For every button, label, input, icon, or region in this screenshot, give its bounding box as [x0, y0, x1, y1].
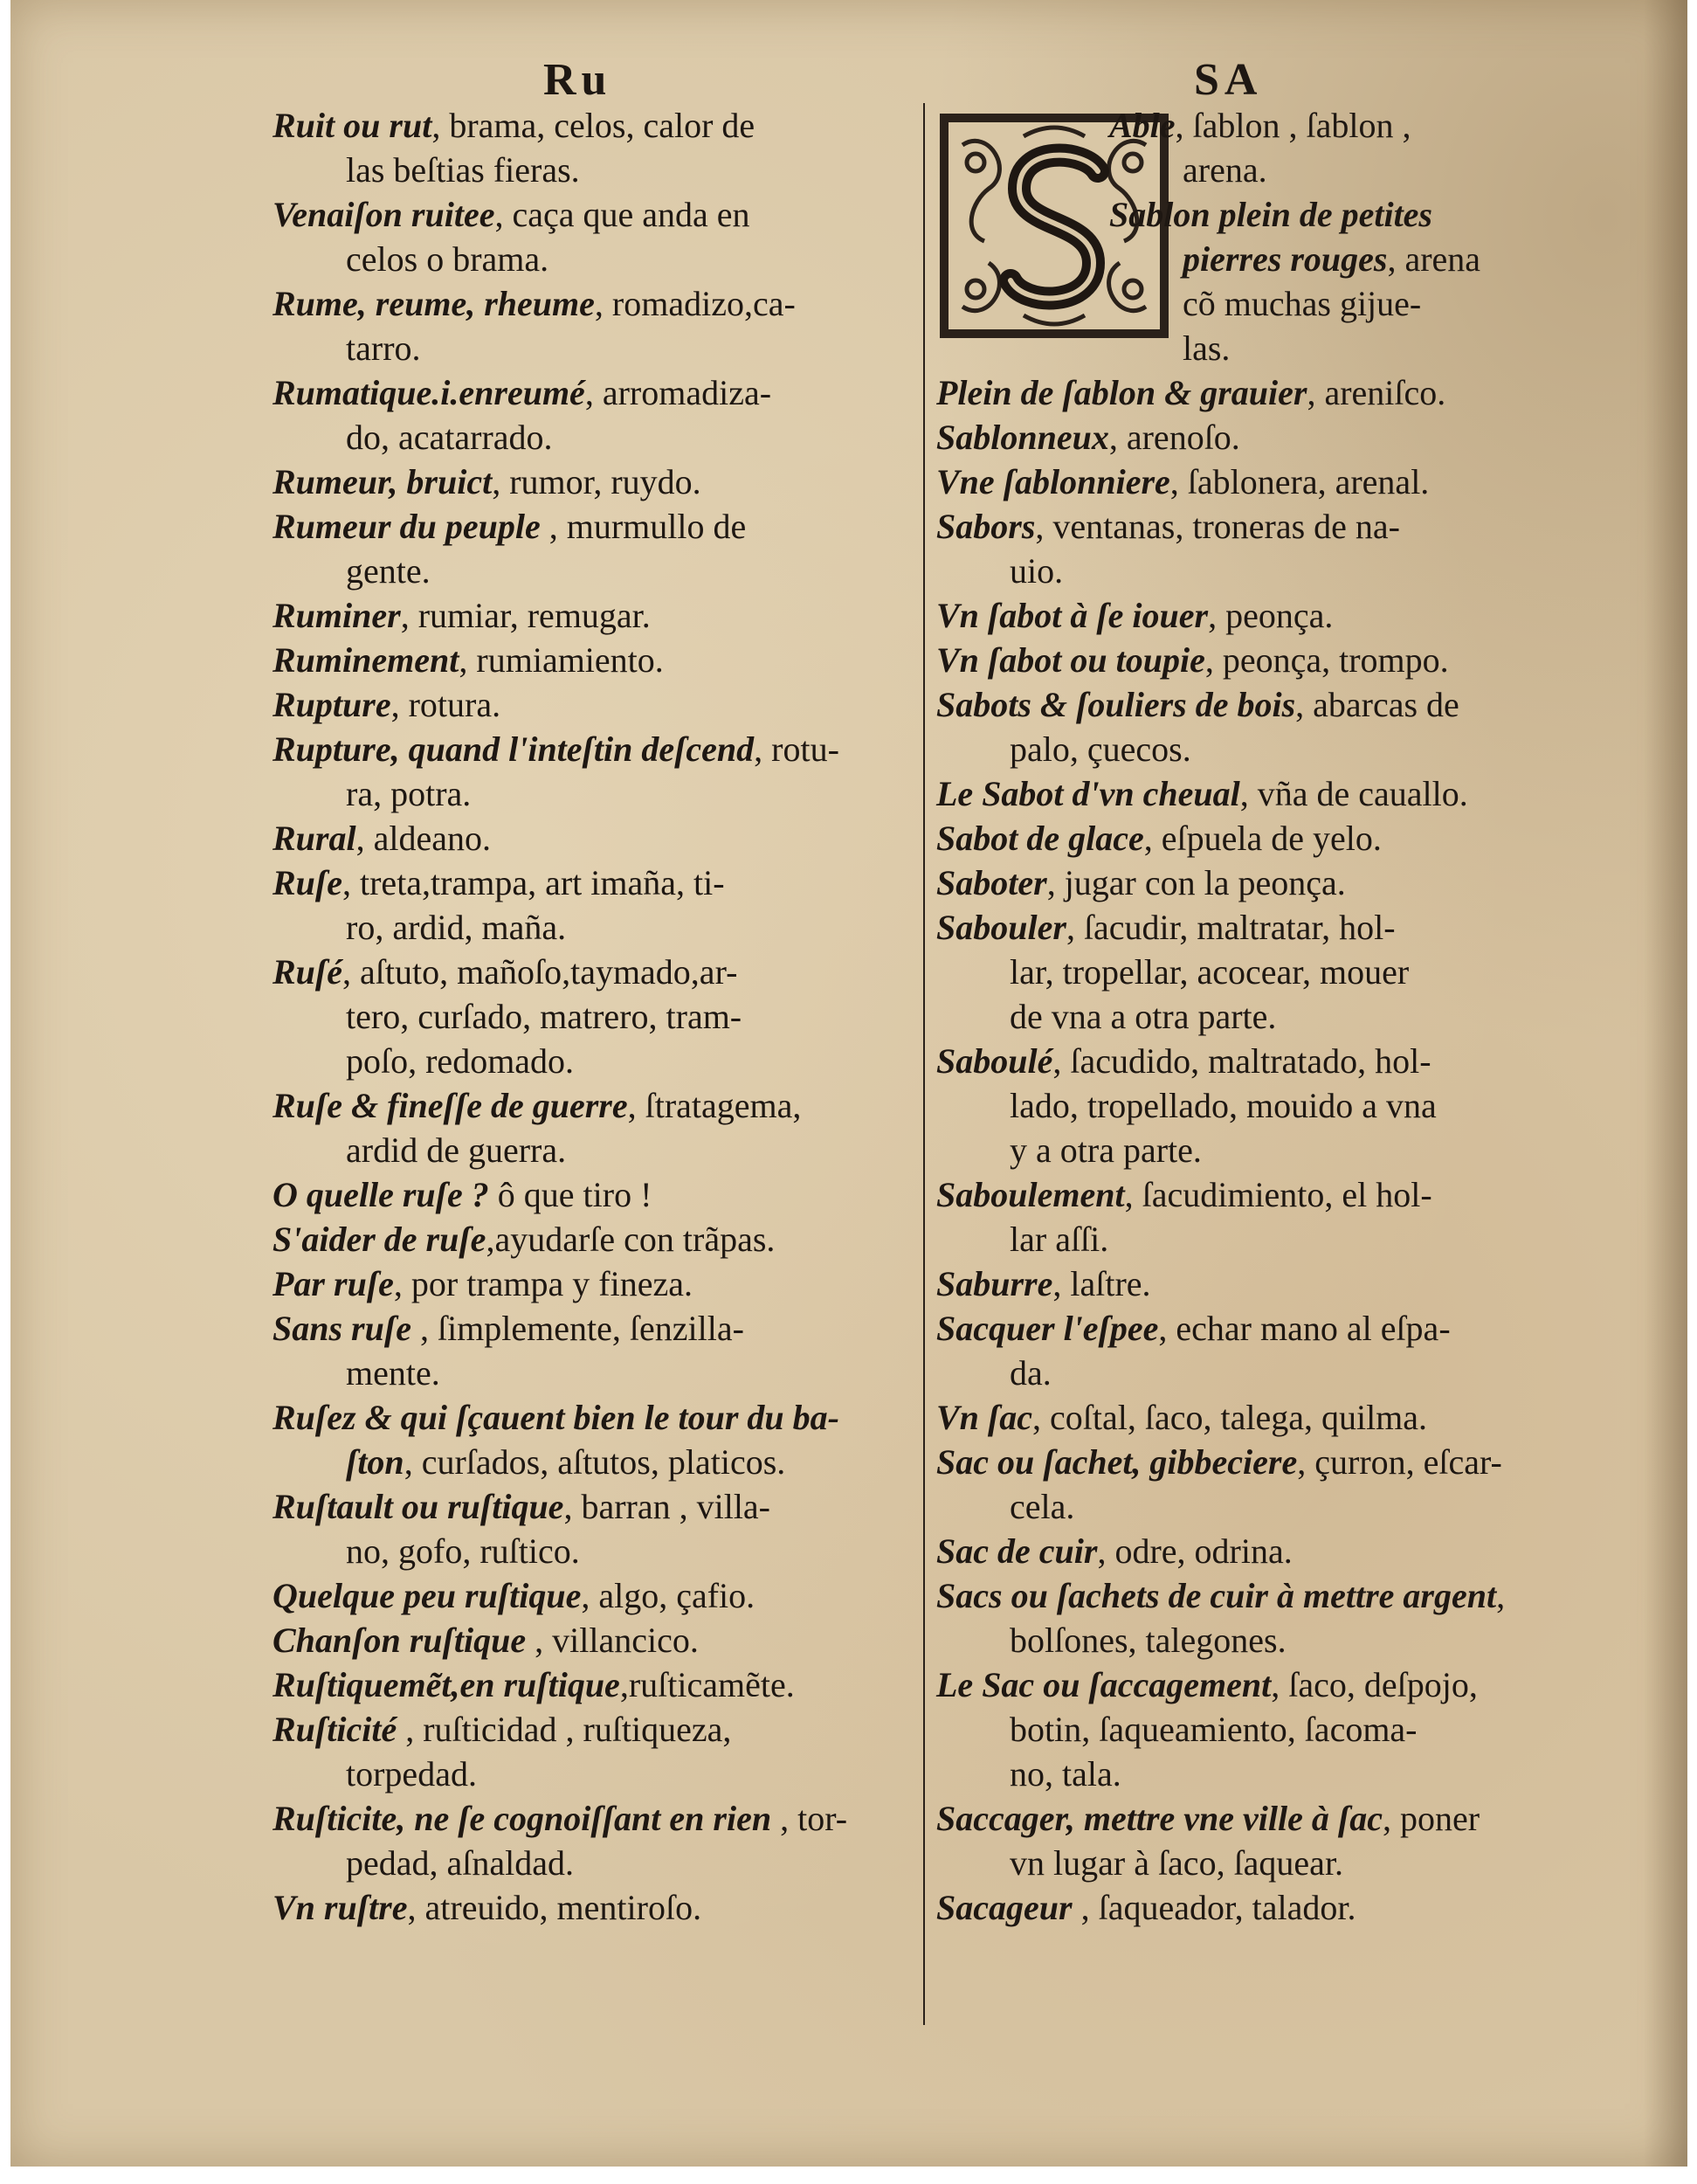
left-entry: [272, 1395, 914, 1484]
entry-gloss: , rotura.: [390, 685, 501, 724]
right-entry: [936, 1039, 1578, 1172]
running-head-left: Ru: [543, 55, 612, 105]
entry-headword: S'aider de ruſe: [272, 1220, 486, 1259]
entry-continuation: de vna a otra parte.: [1010, 997, 1277, 1036]
right-entry: [936, 1261, 1578, 1306]
left-entry: [272, 1083, 914, 1172]
page-edge-shadow: [1644, 0, 1687, 2167]
entry-continuation: bolſones, talegones.: [1010, 1621, 1287, 1660]
entry-headword: ſton: [346, 1442, 404, 1482]
right-entry: [936, 905, 1578, 1039]
entry-continuation: cõ muchas gijue-: [1183, 284, 1422, 323]
entry-headword: Par ruſe: [272, 1264, 394, 1303]
left-entry: [272, 1796, 914, 1885]
entry-headword: Sacageur: [936, 1888, 1073, 1927]
entry-continuation: celos o brama.: [346, 239, 549, 279]
entry-continuation: do, acatarrado.: [346, 418, 553, 457]
left-entry: [272, 460, 914, 504]
entry-gloss: , ſacudimiento, el hol-: [1124, 1175, 1432, 1214]
entry-continuation: no, tala.: [1010, 1754, 1121, 1794]
entry-continuation: mente.: [346, 1353, 440, 1393]
right-entry: [936, 1306, 1578, 1395]
entry-headword: Sablon plein de petites: [1109, 195, 1432, 234]
left-entry: [272, 727, 914, 816]
entry-gloss: , brama, celos, calor de: [431, 106, 755, 145]
entry-headword: O quelle ruſe ?: [272, 1175, 489, 1214]
entry-headword: Chanſon ruſtique: [272, 1621, 527, 1660]
entry-headword: Sac ou ſachet, gibbeciere: [936, 1442, 1298, 1482]
entry-gloss: , rumiar, remugar.: [400, 596, 651, 635]
right-entry: [936, 1529, 1578, 1573]
entry-headword: Sac de cuir: [936, 1531, 1098, 1571]
entry-gloss: , areniſco.: [1307, 373, 1446, 412]
entry-gloss: , por trampa y fineza.: [393, 1264, 693, 1303]
entry-gloss: , ventanas, troneras de na-: [1035, 507, 1400, 546]
entry-continuation: ardid de guerra.: [346, 1130, 567, 1170]
entry-headword: Able: [1109, 106, 1176, 145]
entry-continuation: y a otra parte.: [1010, 1130, 1202, 1170]
entry-gloss: , coſtal, ſaco, talega, quilma.: [1032, 1398, 1428, 1437]
entry-gloss: , ruſticidad , ruſtiqueza,: [397, 1710, 732, 1749]
left-entry: [272, 1573, 914, 1618]
entry-gloss: , ſtratagema,: [627, 1086, 802, 1125]
entry-gloss: , tor-: [771, 1799, 848, 1838]
entry-gloss: , ſacudir, maltratar, hol-: [1066, 908, 1396, 947]
left-entry: [272, 1707, 914, 1796]
entry-gloss: , atreuido, mentiroſo.: [407, 1888, 702, 1927]
right-entry: [936, 370, 1578, 415]
entry-headword: Quelque peu ruſtique: [272, 1576, 582, 1615]
entry-continuation: tarro.: [346, 328, 421, 368]
entry-continuation: las beſtias fieras.: [346, 150, 580, 190]
entry-headword: Rumeur du peuple: [272, 507, 541, 546]
entry-headword: Vn ſac: [936, 1398, 1032, 1437]
entry-headword: Ruſez & qui ſçauent bien le tour du ba-: [272, 1398, 839, 1437]
entry-headword: Sabots & ſouliers de bois: [936, 685, 1296, 724]
entry-gloss: , rotu-: [754, 729, 839, 769]
left-entry: [272, 1885, 914, 1930]
entry-continuation: arena.: [1183, 150, 1267, 190]
right-entry: [936, 1796, 1578, 1885]
left-entry: [272, 1261, 914, 1306]
left-entry: [272, 638, 914, 682]
entry-continuation: las.: [1183, 328, 1231, 368]
left-entry: [272, 370, 914, 460]
entry-gloss: , peonça.: [1208, 596, 1334, 635]
entry-gloss: , murmullo de: [540, 507, 747, 546]
entry-headword: Sacquer l'eſpee: [936, 1309, 1159, 1348]
entry-headword: Ruſe: [272, 863, 342, 902]
entry-headword: Sabors: [936, 507, 1036, 546]
entry-continuation: ro, ardid, maña.: [346, 908, 567, 947]
entry-headword: Le Sabot d'vn cheual: [936, 774, 1240, 813]
entry-headword: Ruſé: [272, 952, 342, 992]
entry-gloss: ,: [1496, 1576, 1506, 1615]
entry-gloss: , jugar con la peonça.: [1046, 863, 1346, 902]
entry-gloss: , ſacudido, maltratado, hol-: [1052, 1041, 1431, 1081]
book-page: [10, 0, 1687, 2167]
entry-gloss: , aldeano.: [355, 819, 491, 858]
entry-headword: Ruminer: [272, 596, 401, 635]
entry-headword: Vn ſabot à ſe iouer: [936, 596, 1209, 635]
right-entry: [936, 1395, 1578, 1440]
right-entry: [936, 638, 1578, 682]
left-entry: [272, 1484, 914, 1573]
entry-gloss: , eſpuela de yelo.: [1143, 819, 1382, 858]
entry-headword: Saboulement: [936, 1175, 1125, 1214]
entry-headword: Saccager, mettre vne ville à ſac: [936, 1799, 1383, 1838]
entry-gloss: ,ayudarſe con trãpas.: [486, 1220, 776, 1259]
entry-gloss: , rumor, ruydo.: [492, 462, 701, 501]
entry-gloss: , peonça, trompo.: [1204, 640, 1449, 680]
entry-continuation: no, gofo, ruſtico.: [346, 1531, 580, 1571]
entry-continuation: pedad, aſnaldad.: [346, 1843, 574, 1883]
entry-headword: Sabot de glace: [936, 819, 1144, 858]
entry-continuation: da.: [1010, 1353, 1052, 1393]
right-entry: [936, 1172, 1578, 1261]
entry-headword: Ruminement: [272, 640, 459, 680]
entry-continuation: poſo, redomado.: [346, 1041, 575, 1081]
right-entry: [936, 1573, 1578, 1662]
entry-headword: Le Sac ou ſaccagement: [936, 1665, 1272, 1704]
right-entry: [936, 415, 1578, 460]
entry-headword: Ruit ou rut: [272, 106, 432, 145]
left-entry: [272, 950, 914, 1083]
left-entry: [272, 192, 914, 281]
left-entry: [272, 1217, 914, 1261]
entry-gloss: , arenoſo.: [1108, 418, 1240, 457]
entry-headword: Vn ſabot ou toupie: [936, 640, 1205, 680]
entry-gloss: , ſimplemente, ſenzilla-: [410, 1309, 744, 1348]
entry-headword: Rume, reume, rheume: [272, 284, 595, 323]
entry-continuation: , arena: [1387, 239, 1481, 279]
entry-gloss: , ſaqueador, talador.: [1072, 1888, 1356, 1927]
right-entry: [936, 1440, 1578, 1529]
entry-gloss: , ſablon , ſablon ,: [1175, 106, 1411, 145]
entry-headword: Rupture, quand l'inteſtin deſcend: [272, 729, 755, 769]
left-entry: [272, 504, 914, 593]
left-entry: [272, 1306, 914, 1395]
entry-headword: Saburre: [936, 1264, 1053, 1303]
entry-continuation: cela.: [1010, 1487, 1075, 1526]
column-divider: [923, 103, 925, 2025]
entry-gloss: ,ruſticamẽte.: [619, 1665, 795, 1704]
entry-headword: Ruſticite, ne ſe cognoiſſant en rien: [272, 1799, 772, 1838]
entry-headword: Vn ruſtre: [272, 1888, 408, 1927]
right-entry: [936, 771, 1578, 816]
entry-gloss: , arromadiza-: [584, 373, 772, 412]
entry-headword: pierres rouges: [1183, 239, 1388, 279]
entry-continuation: , curſados, aſtutos, platicos.: [404, 1442, 786, 1482]
entry-gloss: , barran , villa-: [563, 1487, 770, 1526]
entry-gloss: , vña de cauallo.: [1239, 774, 1468, 813]
right-column-entries: [936, 370, 1578, 1930]
entry-headword: Ruſtiquemẽt,en ruſtique: [272, 1665, 620, 1704]
left-entry: [272, 1618, 914, 1662]
entry-continuation: ra, potra.: [346, 774, 472, 813]
entry-continuation: palo, çuecos.: [1010, 729, 1191, 769]
entry-headword: Sabouler: [936, 908, 1066, 947]
entry-continuation: tero, curſado, matrero, tram-: [346, 997, 742, 1036]
entry-headword: Rumeur, bruict: [272, 462, 493, 501]
right-entry: [936, 1662, 1578, 1796]
right-column: [936, 103, 1578, 1930]
entry-continuation: vn lugar à ſaco, ſaquear.: [1010, 1843, 1344, 1883]
entry-headword: Plein de ſablon & grauier: [936, 373, 1307, 412]
entry-headword: Rupture: [272, 685, 391, 724]
entry-gloss: , ſaco, deſpojo,: [1271, 1665, 1478, 1704]
entry-headword: Sacs ou ſachets de cuir à mettre argent: [936, 1576, 1497, 1615]
right-entry: [936, 460, 1578, 504]
left-entry: [272, 682, 914, 727]
entry-gloss: , romadizo,ca-: [594, 284, 796, 323]
entry-gloss: , aſtuto, mañoſo,taymado,ar-: [342, 952, 738, 992]
entry-gloss: ô que tiro !: [488, 1175, 652, 1214]
running-head-right: SA: [1194, 55, 1263, 105]
entry-gloss: , villancico.: [526, 1621, 699, 1660]
entry-continuation: torpedad.: [346, 1754, 477, 1794]
entry-gloss: , ſablonera, arenal.: [1169, 462, 1430, 501]
entry-gloss: , abarcas de: [1295, 685, 1459, 724]
entry-gloss: , algo, çafio.: [581, 1576, 755, 1615]
left-column: [272, 103, 914, 1930]
entry-gloss: , çurron, eſcar-: [1297, 1442, 1502, 1482]
entry-headword: Vne ſablonniere: [936, 462, 1170, 501]
entry-continuation: lar aſſi.: [1010, 1220, 1109, 1259]
entry-continuation: gente.: [346, 551, 431, 591]
entry-continuation: uio.: [1010, 551, 1064, 591]
right-entry: [936, 682, 1578, 771]
entry-continuation: botin, ſaqueamiento, ſacoma-: [1010, 1710, 1418, 1749]
left-entry: [272, 1662, 914, 1707]
entry-gloss: , treta,trampa, art imaña, ti-: [342, 863, 725, 902]
entry-headword: Saboter: [936, 863, 1047, 902]
entry-headword: Sans ruſe: [272, 1309, 411, 1348]
right-entry: [936, 860, 1578, 905]
entry-headword: Ruſtault ou ruſtique: [272, 1487, 564, 1526]
right-entry: [936, 504, 1578, 593]
right-entry: [936, 593, 1578, 638]
entry-headword: Rumatique.i.enreumé: [272, 373, 585, 412]
entry-headword: Ruſe & fineſſe de guerre: [272, 1086, 628, 1125]
entry-headword: Venaiſon ruitee: [272, 195, 495, 234]
left-entry: [272, 281, 914, 370]
right-entry: [936, 816, 1578, 860]
left-entry: [272, 103, 914, 192]
left-entry: [272, 593, 914, 638]
left-entry: [272, 860, 914, 950]
entry-gloss: , echar mano al eſpa-: [1158, 1309, 1451, 1348]
entry-headword: Saboulé: [936, 1041, 1053, 1081]
entry-gloss: , caça que anda en: [494, 195, 750, 234]
entry-continuation: lado, tropellado, mouido a vna: [1010, 1086, 1437, 1125]
entry-gloss: , rumiamiento.: [459, 640, 664, 680]
entry-headword: Ruſticité: [272, 1710, 397, 1749]
entry-headword: Sablonneux: [936, 418, 1109, 457]
right-entry: [936, 1885, 1578, 1930]
entry-headword: Rural: [272, 819, 356, 858]
entry-gloss: , poner: [1382, 1799, 1480, 1838]
left-entry: [272, 816, 914, 860]
left-entry: [272, 1172, 914, 1217]
entry-gloss: , laſtre.: [1052, 1264, 1151, 1303]
entry-gloss: , odre, odrina.: [1097, 1531, 1293, 1571]
entry-continuation: lar, tropellar, acocear, mouer: [1010, 952, 1410, 992]
